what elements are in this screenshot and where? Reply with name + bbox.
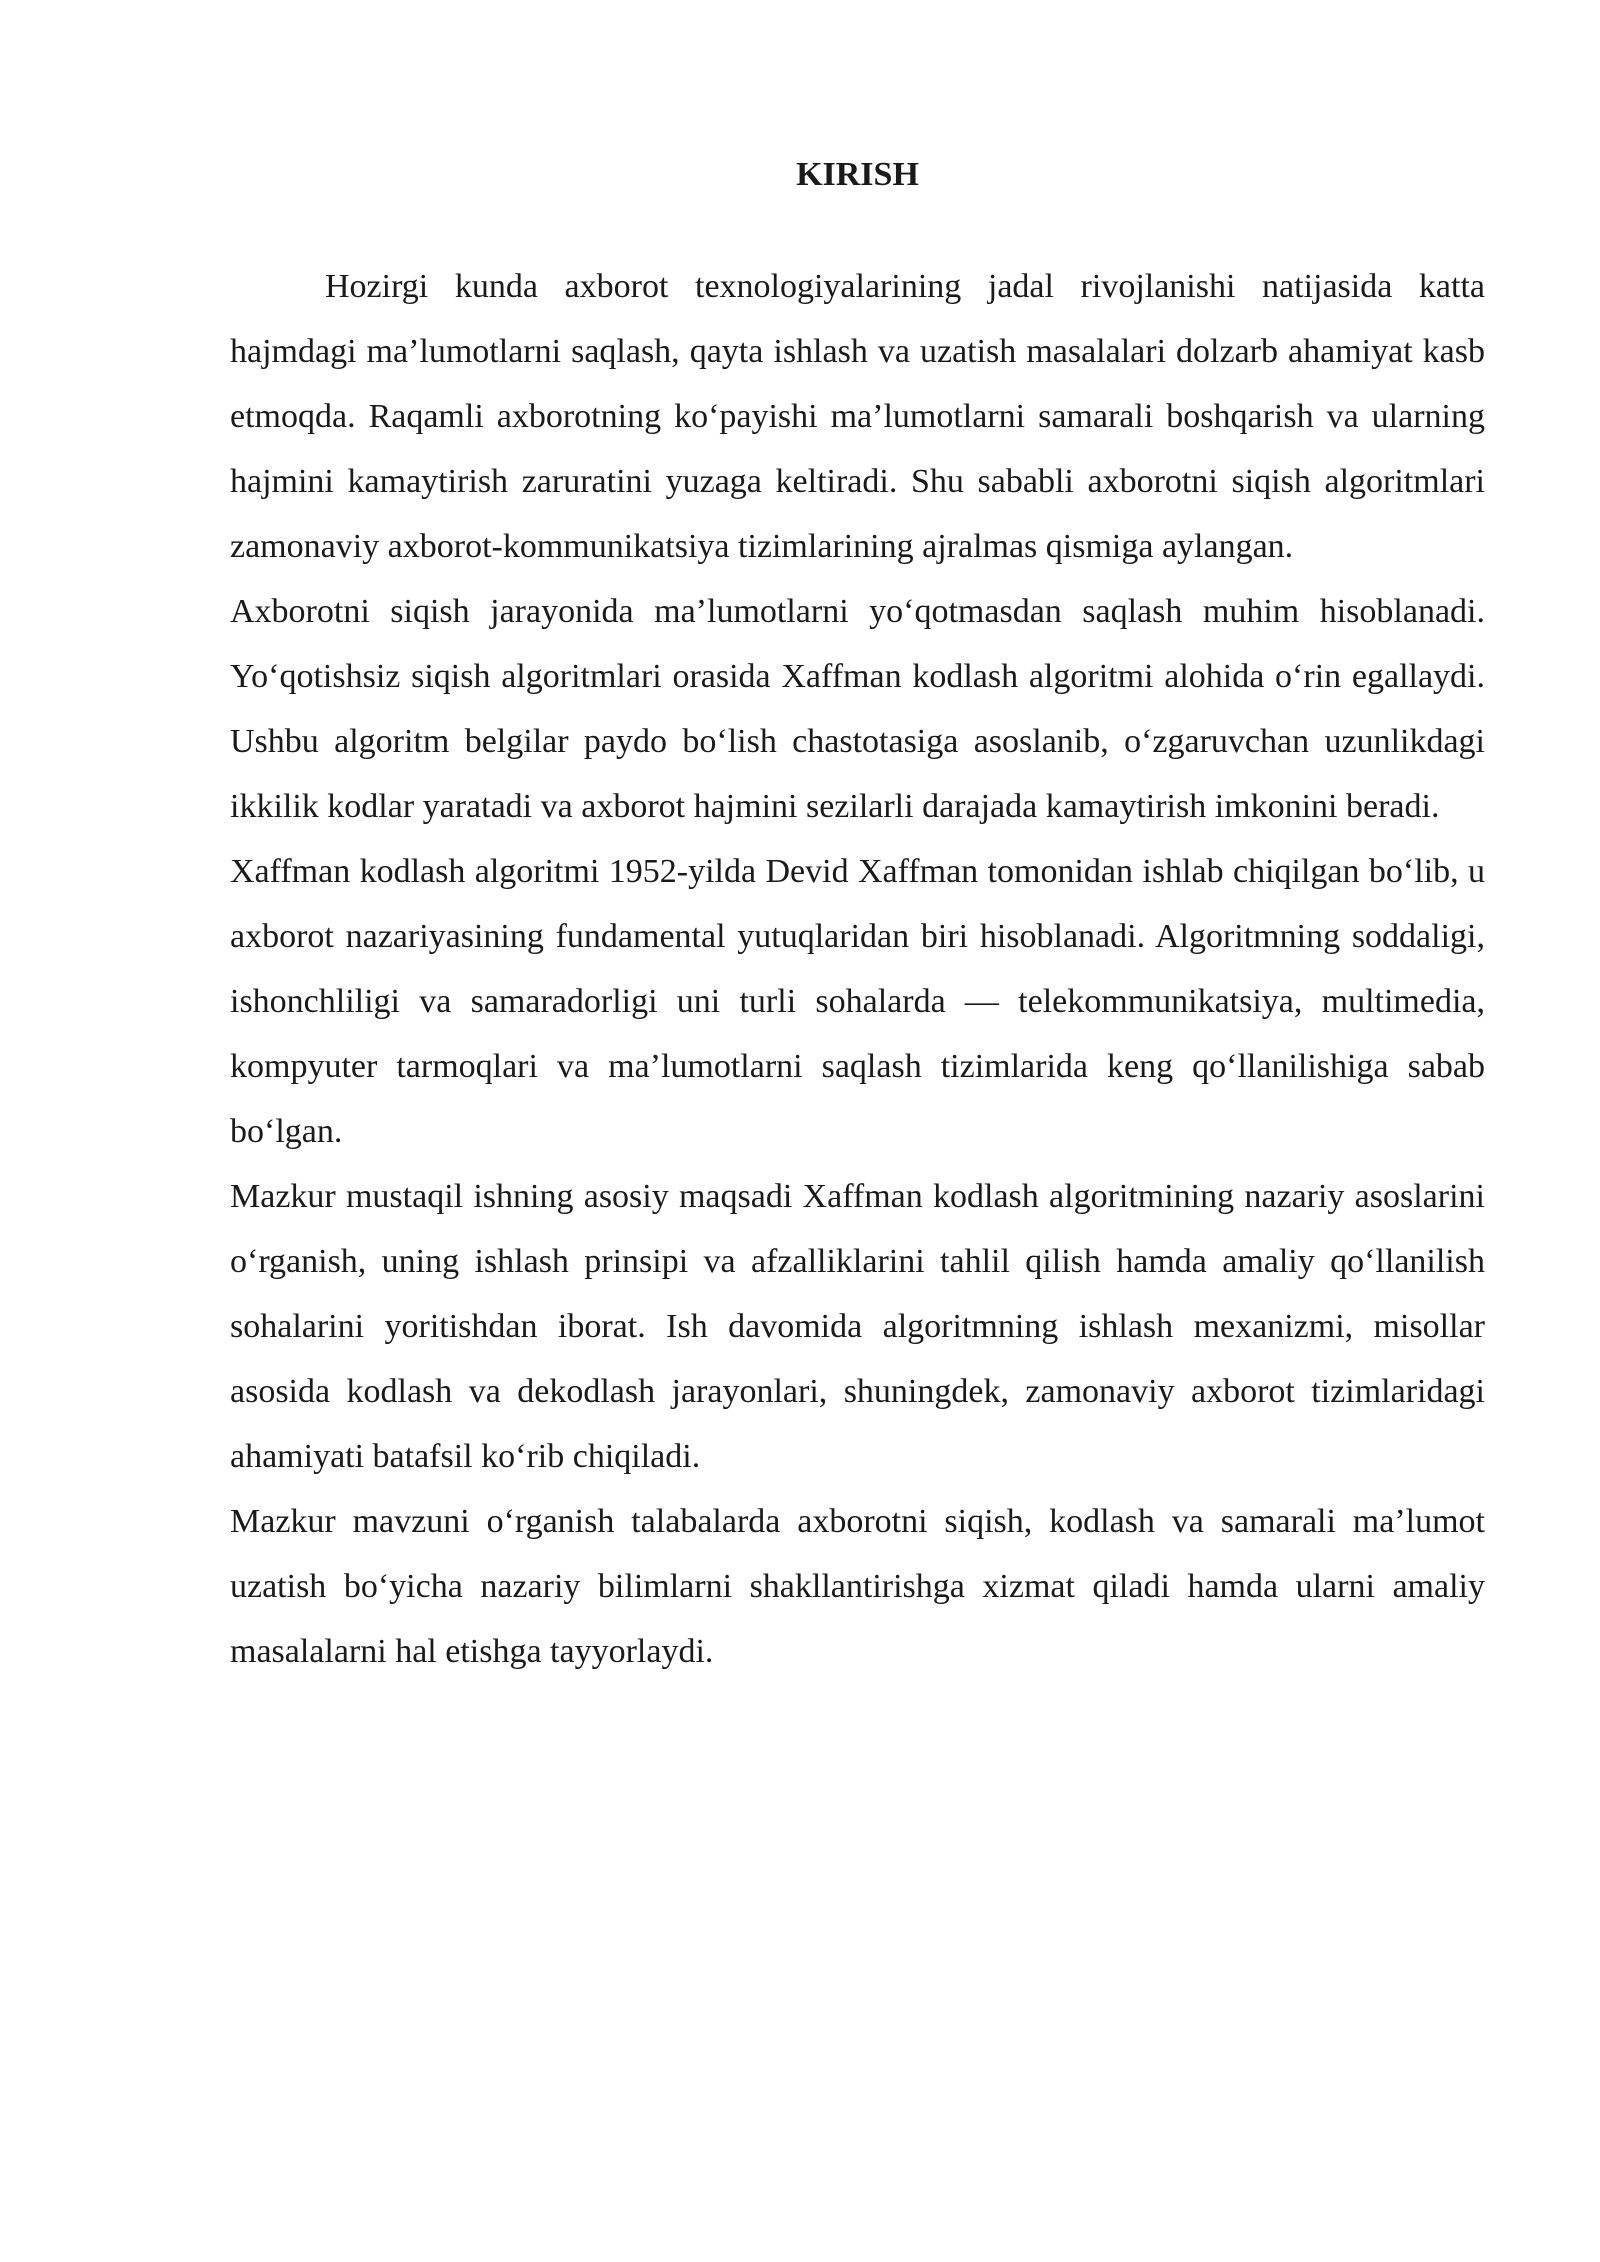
section-title: KIRISH <box>796 156 919 193</box>
paragraph-lossless-compression: Axborotni siqish jarayonida ma’lumotlarni yo‘qotmasdan saqlash muhim hisoblanadi. Yo‘qotishsiz siqish algoritmlari orasida Xaffman kodlash algoritmi alohida o‘rin egallaydi. Ushbu algoritm belgilar paydo bo‘lish chastotasiga asoslanib, o‘zgaruvchan uzunlikdagi ikkilik kodlar yaratadi va axborot hajmini sezilarli darajada kamaytirish imkonini beradi. <box>230 593 1485 825</box>
document-body <box>230 140 1485 1684</box>
paragraph-conclusion: Mazkur mavzuni o‘rganish talabalarda axborotni siqish, kodlash va samarali ma’lumot uzatish bo‘yicha nazariy bilimlarni shakllantirishga xizmat qiladi hamda ularni amaliy masalalarni hal etishga tayyorlaydi. <box>230 1503 1485 1670</box>
paragraph-intro: Hozirgi kunda axborot texnologiyalarining jadal rivojlanishi natijasida katta hajmdagi ma’lumotlarni saqlash, qayta ishlash va uzatish masalalari dolzarb ahamiyat kasb etmoqda. Raqamli axborotning ko‘payishi ma’lumotlarni samarali boshqarish va ularning hajmini kamaytirish zaruratini yuzaga keltiradi. Shu sababli axborotni siqish algoritmlari zamonaviy axborot-kommunikatsiya tizimlarining ajralmas qismiga aylangan. <box>230 268 1485 565</box>
paragraph-huffman-history: Xaffman kodlash algoritmi 1952-yilda Devid Xaffman tomonidan ishlab chiqilgan bo‘lib, u axborot nazariyasining fundamental yutuqlaridan biri hisoblanadi. Algoritmning soddaligi, ishonchliligi va samaradorligi uni turli sohalarda — telekommunikatsiya, multimedia, kompyuter tarmoqlari va ma’lumotlarni saqlash tizimlarida keng qo‘llanilishiga sabab bo‘lgan. <box>230 853 1485 1150</box>
paragraph-work-goal: Mazkur mustaqil ishning asosiy maqsadi Xaffman kodlash algoritmining nazariy asoslarini o‘rganish, uning ishlash prinsipi va afzalliklarini tahlil qilish hamda amaliy qo‘llanilish sohalarini yoritishdan iborat. Ish davomida algoritmning ishlash mexanizmi, misollar asosida kodlash va dekodlash jarayonlari, shuningdek, zamonaviy axborot tizimlaridagi ahamiyati batafsil ko‘rib chiqiladi. <box>230 1178 1485 1475</box>
